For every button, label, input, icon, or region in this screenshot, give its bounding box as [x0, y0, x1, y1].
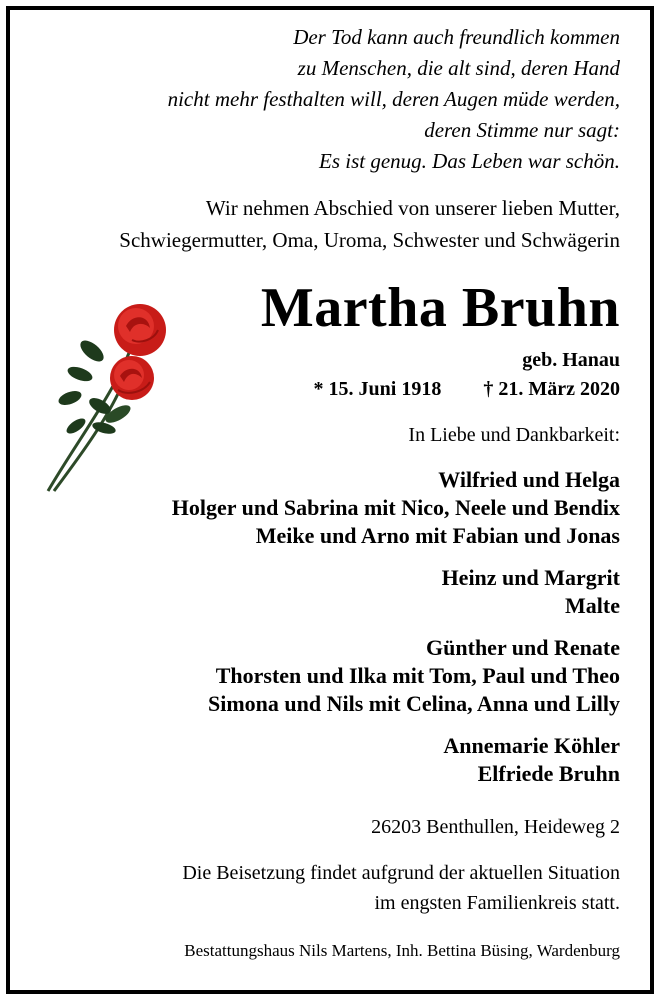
intro-text	[119, 192, 620, 256]
family-group	[443, 732, 620, 788]
life-dates	[314, 374, 620, 404]
intro-line: Schwiegermutter, Oma, Uroma, Schwester und Schwägerin	[119, 228, 620, 252]
deceased-name: Martha Bruhn	[260, 277, 620, 339]
family-line: Holger und Sabrina mit Nico, Neele und Bendix	[171, 495, 620, 520]
family-group	[172, 466, 620, 550]
burial-notice	[182, 858, 620, 918]
intro-line: Wir nehmen Abschied von unserer lieben Mutter,	[205, 196, 620, 220]
rose-icon	[40, 296, 180, 496]
poem-line: nicht mehr festhalten will, deren Augen müde werden,	[167, 87, 620, 111]
poem-line: zu Menschen, die alt sind, deren Hand	[297, 56, 620, 80]
family-line: Malte	[565, 593, 620, 618]
birth-date: * 15. Juni 1918	[313, 378, 442, 400]
burial-line: im engsten Familienkreis statt.	[374, 892, 620, 914]
family-line: Heinz und Margrit	[441, 565, 620, 590]
family-line: Elfriede Bruhn	[477, 761, 620, 786]
burial-line: Die Beisetzung findet aufgrund der aktuellen Situation	[182, 862, 620, 884]
family-line: Wilfried und Helga	[438, 467, 620, 492]
family-line: Annemarie Köhler	[443, 733, 620, 758]
family-line: Meike und Arno mit Fabian und Jonas	[255, 523, 620, 548]
thanks-line: In Liebe und Dankbarkeit:	[408, 424, 620, 446]
maiden-name: geb. Hanau	[522, 349, 620, 371]
poem-line: deren Stimme nur sagt:	[424, 118, 620, 142]
poem-line: Es ist genug. Das Leben war schön.	[319, 149, 620, 173]
address: 26203 Benthullen, Heideweg 2	[371, 816, 620, 838]
poem-line: Der Tod kann auch freundlich kommen	[293, 25, 620, 49]
family-line: Günther und Renate	[426, 635, 620, 660]
family-group	[208, 634, 620, 718]
death-date: † 21. März 2020	[483, 378, 620, 400]
family-group	[442, 564, 620, 620]
undertaker: Bestattungshaus Nils Martens, Inh. Bettina Büsing, Wardenburg	[184, 941, 620, 960]
poem	[168, 22, 620, 177]
family-line: Simona und Nils mit Celina, Anna und Lilly	[207, 691, 620, 716]
family-line: Thorsten und Ilka mit Tom, Paul und Theo	[215, 663, 620, 688]
